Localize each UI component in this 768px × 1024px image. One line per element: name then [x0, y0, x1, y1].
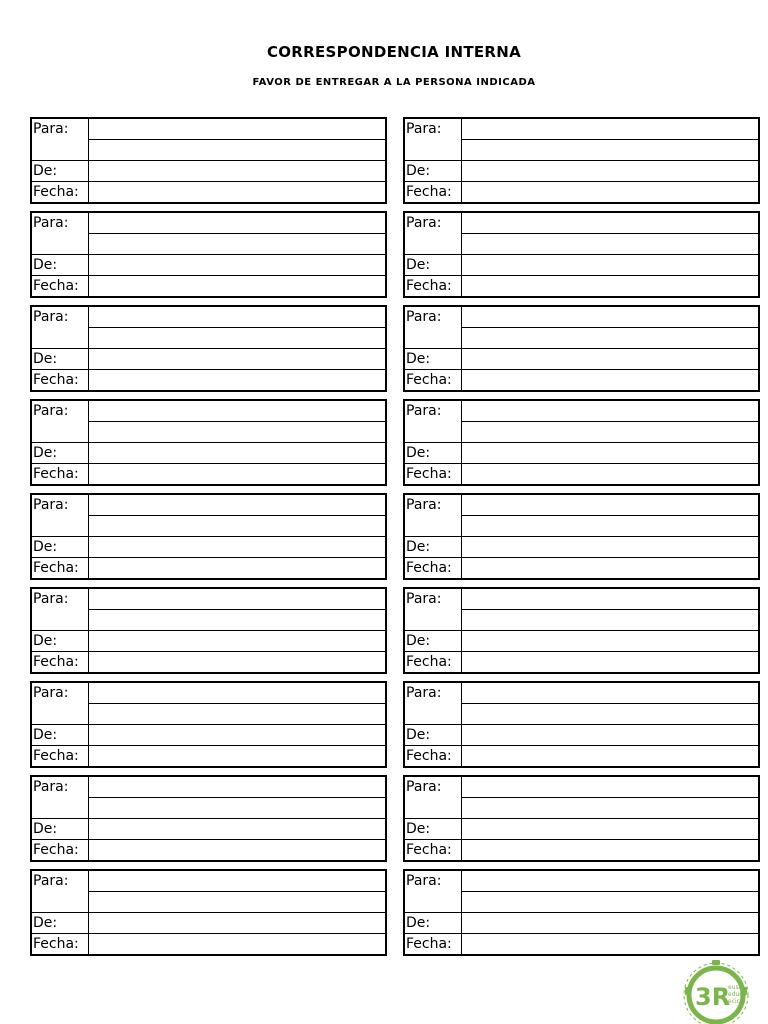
fecha-label: Fecha:: [32, 746, 89, 766]
para-field-line-1[interactable]: [89, 871, 385, 892]
de-field[interactable]: [462, 725, 758, 746]
de-field[interactable]: [462, 913, 758, 934]
para-field-line-1[interactable]: [462, 213, 758, 234]
logo-word-3: ecicla: [728, 998, 746, 1005]
routing-slip: [30, 399, 387, 486]
routing-slip: [30, 869, 387, 956]
fecha-field[interactable]: [462, 652, 758, 672]
de-label: De:: [405, 161, 462, 182]
fecha-field[interactable]: [462, 276, 758, 296]
logo-main-text: 3R: [695, 983, 731, 1011]
para-field-line-1[interactable]: [462, 589, 758, 610]
3r-logo: [676, 957, 756, 1024]
fecha-label: Fecha:: [32, 558, 89, 578]
routing-slip: [403, 493, 760, 580]
para-field-line-1[interactable]: [89, 401, 385, 422]
fecha-field[interactable]: [89, 464, 385, 484]
fecha-field[interactable]: [89, 840, 385, 860]
logo-deco-left: [685, 987, 691, 995]
de-label: De:: [405, 255, 462, 276]
para-field-line-1[interactable]: [462, 683, 758, 704]
fecha-field[interactable]: [89, 276, 385, 296]
de-label: De:: [405, 913, 462, 934]
para-field-line-2[interactable]: [89, 798, 385, 819]
fecha-field[interactable]: [89, 746, 385, 766]
fecha-label: Fecha:: [32, 370, 89, 390]
para-field-line-2[interactable]: [89, 234, 385, 255]
fecha-label: Fecha:: [32, 840, 89, 860]
de-label: De:: [405, 537, 462, 558]
de-field[interactable]: [89, 819, 385, 840]
logo-word-1: eusa: [728, 984, 743, 991]
routing-slip: [30, 775, 387, 862]
para-field-line-1[interactable]: [89, 495, 385, 516]
de-label: De:: [32, 537, 89, 558]
para-field-line-1[interactable]: [89, 683, 385, 704]
para-field-line-2[interactable]: [462, 892, 758, 913]
fecha-field[interactable]: [89, 182, 385, 202]
fecha-field[interactable]: [89, 934, 385, 954]
para-field-line-1[interactable]: [462, 495, 758, 516]
fecha-label: Fecha:: [405, 558, 462, 578]
para-field-line-2[interactable]: [89, 422, 385, 443]
para-field-line-2[interactable]: [462, 328, 758, 349]
routing-slip: [403, 305, 760, 392]
de-label: De:: [32, 161, 89, 182]
page-subtitle: FAVOR DE ENTREGAR A LA PERSONA INDICADA: [252, 77, 536, 88]
para-field-line-2[interactable]: [462, 704, 758, 725]
fecha-label: Fecha:: [32, 652, 89, 672]
fecha-label: Fecha:: [32, 464, 89, 484]
para-field-line-2[interactable]: [89, 516, 385, 537]
para-field-line-2[interactable]: [462, 140, 758, 161]
de-label: De:: [32, 443, 89, 464]
para-field-line-2[interactable]: [462, 798, 758, 819]
routing-slip: [403, 211, 760, 298]
de-label: De:: [405, 819, 462, 840]
routing-slip: [30, 211, 387, 298]
de-label: De:: [405, 725, 462, 746]
logo-word-2: educe: [728, 991, 747, 998]
fecha-label: Fecha:: [405, 464, 462, 484]
fecha-field[interactable]: [462, 182, 758, 202]
para-field-line-2[interactable]: [462, 422, 758, 443]
de-label: De:: [405, 443, 462, 464]
routing-slip: [30, 681, 387, 768]
para-field-line-2[interactable]: [89, 704, 385, 725]
para-field-line-2[interactable]: [462, 610, 758, 631]
fecha-field[interactable]: [462, 840, 758, 860]
para-label: Para:: [32, 777, 89, 819]
para-field-line-2[interactable]: [89, 140, 385, 161]
para-label: Para:: [32, 119, 89, 161]
para-field-line-2[interactable]: [89, 610, 385, 631]
routing-slip: [403, 399, 760, 486]
para-field-line-2[interactable]: [89, 892, 385, 913]
para-label: Para:: [32, 401, 89, 443]
de-field[interactable]: [89, 725, 385, 746]
de-label: De:: [32, 819, 89, 840]
routing-slip: [403, 681, 760, 768]
routing-slip: [30, 117, 387, 204]
de-field[interactable]: [89, 161, 385, 182]
para-label: Para:: [405, 683, 462, 725]
para-label: Para:: [405, 119, 462, 161]
para-label: Para:: [32, 307, 89, 349]
routing-slip: [403, 117, 760, 204]
para-field-line-1[interactable]: [89, 119, 385, 140]
fecha-field[interactable]: [462, 934, 758, 954]
para-label: Para:: [405, 495, 462, 537]
fecha-field[interactable]: [462, 746, 758, 766]
fecha-field[interactable]: [89, 370, 385, 390]
para-field-line-1[interactable]: [462, 401, 758, 422]
de-label: De:: [32, 349, 89, 370]
routing-slip: [30, 587, 387, 674]
para-label: Para:: [405, 307, 462, 349]
de-field[interactable]: [89, 631, 385, 652]
fecha-field[interactable]: [89, 652, 385, 672]
para-label: Para:: [32, 495, 89, 537]
de-label: De:: [32, 255, 89, 276]
fecha-field[interactable]: [89, 558, 385, 578]
de-field[interactable]: [462, 349, 758, 370]
fecha-label: Fecha:: [405, 370, 462, 390]
de-field[interactable]: [89, 349, 385, 370]
para-field-line-1[interactable]: [89, 589, 385, 610]
de-field[interactable]: [462, 161, 758, 182]
para-field-line-2[interactable]: [89, 328, 385, 349]
routing-slip: [403, 587, 760, 674]
para-label: Para:: [32, 213, 89, 255]
de-field[interactable]: [462, 537, 758, 558]
fecha-label: Fecha:: [32, 182, 89, 202]
de-field[interactable]: [89, 537, 385, 558]
fecha-field[interactable]: [462, 464, 758, 484]
de-field[interactable]: [462, 443, 758, 464]
fecha-label: Fecha:: [405, 746, 462, 766]
para-label: Para:: [32, 871, 89, 913]
para-field-line-1[interactable]: [462, 307, 758, 328]
de-field[interactable]: [89, 255, 385, 276]
fecha-label: Fecha:: [405, 840, 462, 860]
fecha-label: Fecha:: [405, 934, 462, 954]
para-field-line-1[interactable]: [89, 307, 385, 328]
para-field-line-1[interactable]: [89, 777, 385, 798]
para-field-line-1[interactable]: [89, 213, 385, 234]
para-field-line-2[interactable]: [462, 516, 758, 537]
para-field-line-1[interactable]: [462, 119, 758, 140]
de-label: De:: [405, 631, 462, 652]
para-label: Para:: [405, 401, 462, 443]
de-field[interactable]: [462, 631, 758, 652]
fecha-field[interactable]: [462, 558, 758, 578]
routing-slip: [30, 305, 387, 392]
para-label: Para:: [405, 589, 462, 631]
fecha-label: Fecha:: [405, 182, 462, 202]
fecha-label: Fecha:: [405, 652, 462, 672]
routing-slip: [403, 775, 760, 862]
routing-slip: [403, 869, 760, 956]
para-label: Para:: [32, 683, 89, 725]
de-label: De:: [32, 725, 89, 746]
para-field-line-1[interactable]: [462, 777, 758, 798]
de-label: De:: [405, 349, 462, 370]
para-label: Para:: [405, 777, 462, 819]
de-field[interactable]: [89, 443, 385, 464]
de-field[interactable]: [89, 913, 385, 934]
para-field-line-1[interactable]: [462, 871, 758, 892]
logo-deco-top: [712, 960, 720, 965]
page-title: CORRESPONDENCIA INTERNA: [266, 43, 522, 61]
de-field[interactable]: [462, 255, 758, 276]
fecha-field[interactable]: [462, 370, 758, 390]
fecha-label: Fecha:: [32, 934, 89, 954]
de-label: De:: [32, 631, 89, 652]
slip-grid: [30, 117, 760, 956]
fecha-label: Fecha:: [405, 276, 462, 296]
para-label: Para:: [405, 213, 462, 255]
de-field[interactable]: [462, 819, 758, 840]
de-label: De:: [32, 913, 89, 934]
para-field-line-2[interactable]: [462, 234, 758, 255]
para-label: Para:: [405, 871, 462, 913]
routing-slip: [30, 493, 387, 580]
para-label: Para:: [32, 589, 89, 631]
fecha-label: Fecha:: [32, 276, 89, 296]
